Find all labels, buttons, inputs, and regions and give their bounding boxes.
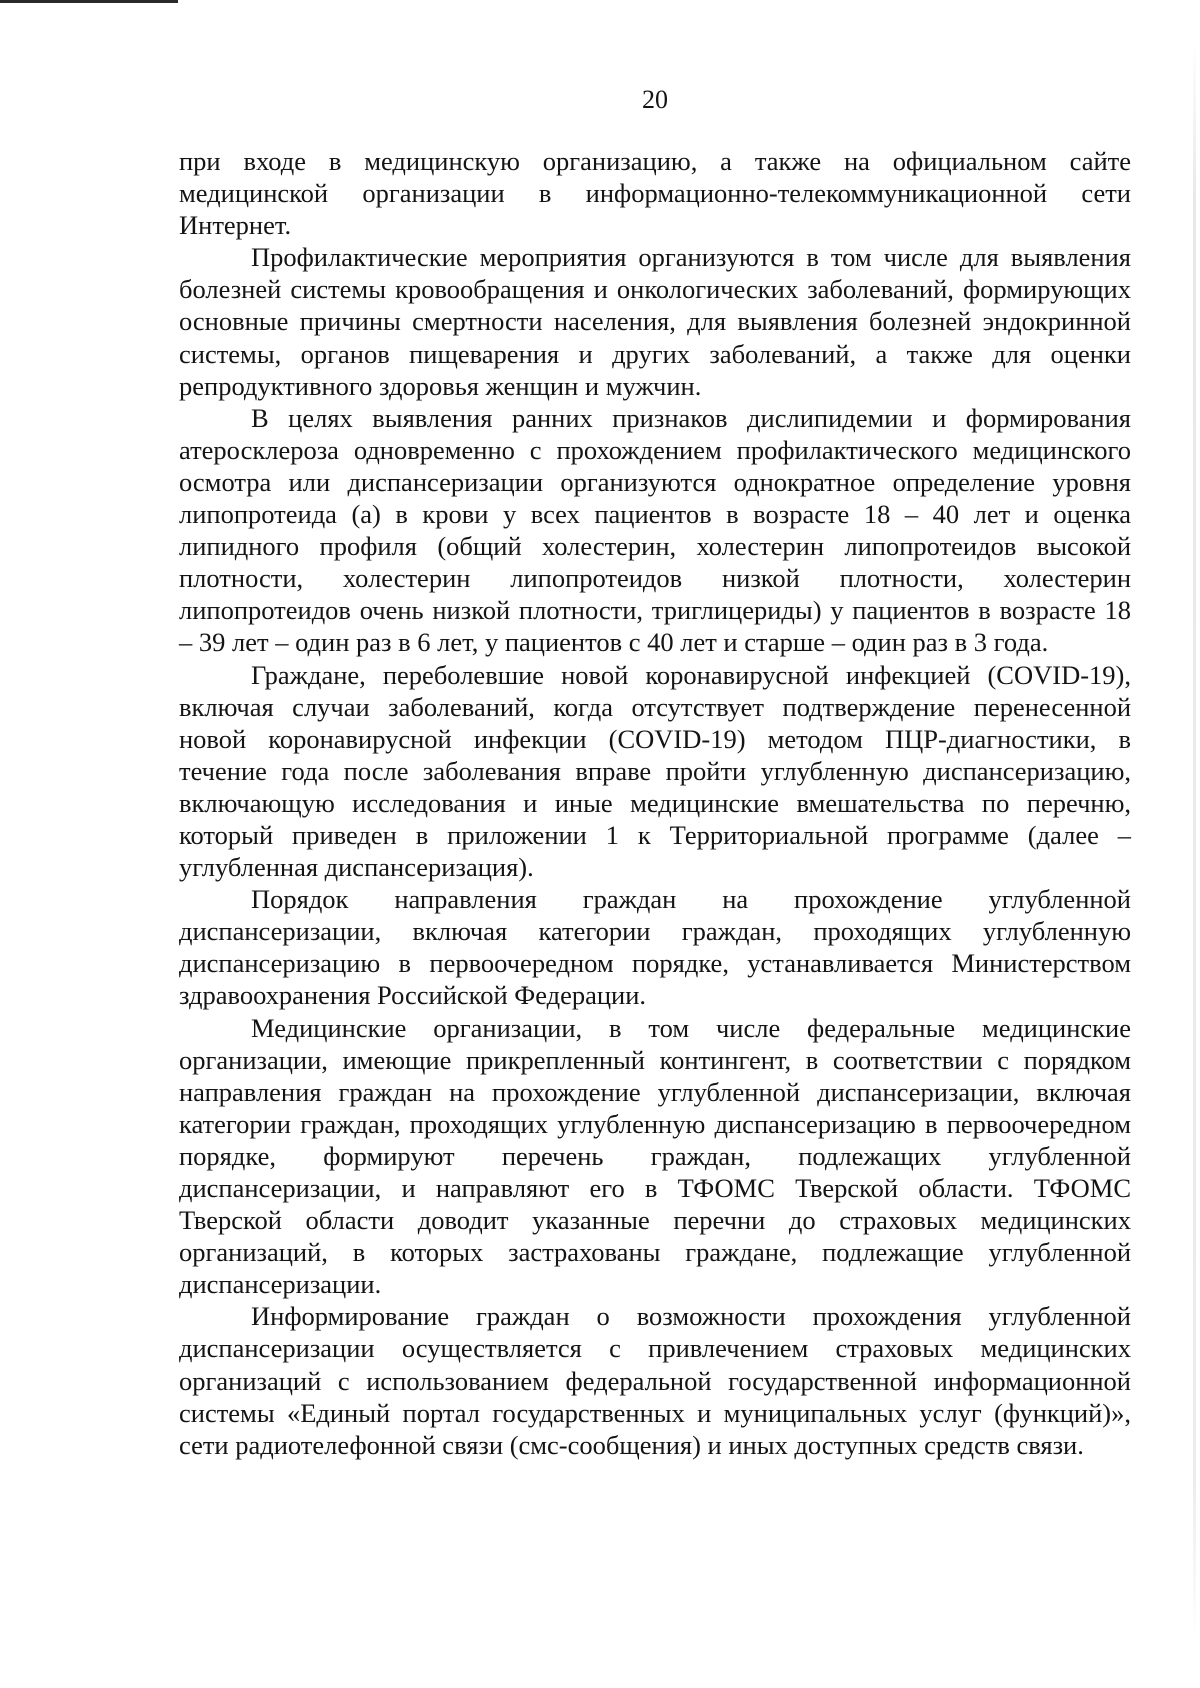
paragraph-preventive-measures: Профилактические мероприятия организуются в том числе для выявления болезней системы кровообращения и онкологических заболеваний, формирующих основные причины смертности населения, для выявления болезней эндокринной системы, органов пищеварения и других заболеваний, а также для оценки репродуктивного здоровья женщин и мужчин. [179, 242, 1131, 401]
scan-edge-mark [0, 0, 178, 3]
paragraph-dyslipidemia: В целях выявления ранних признаков дислипидемии и формирования атеросклероза одновременно с прохождением профилактического медицинского осмотра или диспансеризации организуются однократное определение уровня липопротеида (а) в крови у всех пациентов в возрасте 18 – 40 лет и оценка липидного профиля (общий холестерин, холестерин липопротеидов высокой плотности, холестерин липопротеидов низкой плотности, холестерин липопротеидов очень низкой плотности, триглицериды) у пациентов в возрасте 18 – 39 лет – один раз в 6 лет, у пациентов с 40 лет и старше – один раз в 3 года. [179, 402, 1131, 658]
paragraph-continuation: при входе в медицинскую организацию, а также на официальном сайте медицинской организации в информационно-телекоммуникационной сети Интернет. [179, 146, 1131, 241]
paragraph-covid-citizens: Граждане, переболевшие новой коронавирусной инфекцией (COVID-19), включая случаи заболеваний, когда отсутствует подтверждение перенесенной новой коронавирусной инфекции (COVID-19) методом ПЦР-диагностики, в течение года после заболевания вправе пройти углубленную диспансеризацию, включающую исследования и иные медицинские вмешательства по перечню, который приведен в приложении 1 к Территориальной программе (далее – углубленная диспансеризация). [179, 659, 1131, 883]
paragraph-referral-order: Порядок направления граждан на прохождение углубленной диспансеризации, включая категории граждан, проходящих углубленную диспансеризацию в первоочередном порядке, устанавливается Министерством здравоохранения Российской Федерации. [179, 884, 1131, 1011]
paragraph-informing-citizens: Информирование граждан о возможности прохождения углубленной диспансеризации осуществляется с привлечением страховых медицинских организаций с использованием федеральной государственной информационной системы «Единый портал государственных и муниципальных услуг (функций)», сети радиотелефонной связи (смс-сообщения) и иных доступных средств связи. [179, 1301, 1131, 1460]
scan-edge-shadow [1193, 40, 1196, 1640]
document-body [179, 145, 1131, 1461]
paragraph-medical-organizations: Медицинские организации, в том числе федеральные медицинские организации, имеющие прикрепленный контингент, в соответствии с порядком направления граждан на прохождение углубленной диспансеризации, включая категории граждан, проходящих углубленную диспансеризацию в первоочередном порядке, формируют перечень граждан, подлежащих углубленной диспансеризации, и направляют его в ТФОМС Тверской области. ТФОМС Тверской области доводит указанные перечни до страховых медицинских организаций, в которых застрахованы граждане, подлежащие углубленной диспансеризации. [179, 1012, 1131, 1300]
page-number: 20 [642, 85, 668, 114]
